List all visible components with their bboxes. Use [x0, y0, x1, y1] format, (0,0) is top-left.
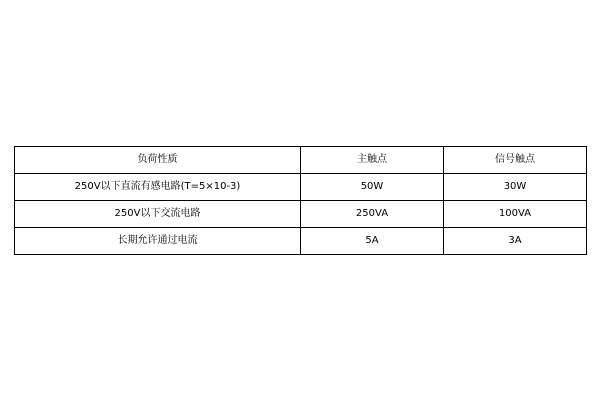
table-header-cell: 主触点: [301, 147, 444, 174]
table-cell: 250V以下交流电路: [15, 201, 301, 228]
table-cell: 3A: [444, 228, 587, 255]
table-header-cell: 信号触点: [444, 147, 587, 174]
contact-rating-table: [14, 146, 587, 255]
table-cell: 50W: [301, 174, 444, 201]
table-cell: 5A: [301, 228, 444, 255]
table-row: [15, 201, 587, 228]
table-cell: 250V以下直流有感电路(T=5×10-3): [15, 174, 301, 201]
table-cell: 30W: [444, 174, 587, 201]
table-row: [15, 174, 587, 201]
table-row: [15, 228, 587, 255]
table-cell: 250VA: [301, 201, 444, 228]
table-cell: 100VA: [444, 201, 587, 228]
table-header-row: [15, 147, 587, 174]
table-cell: 长期允许通过电流: [15, 228, 301, 255]
table-header-cell: 负荷性质: [15, 147, 301, 174]
spec-table-container: [14, 146, 586, 255]
